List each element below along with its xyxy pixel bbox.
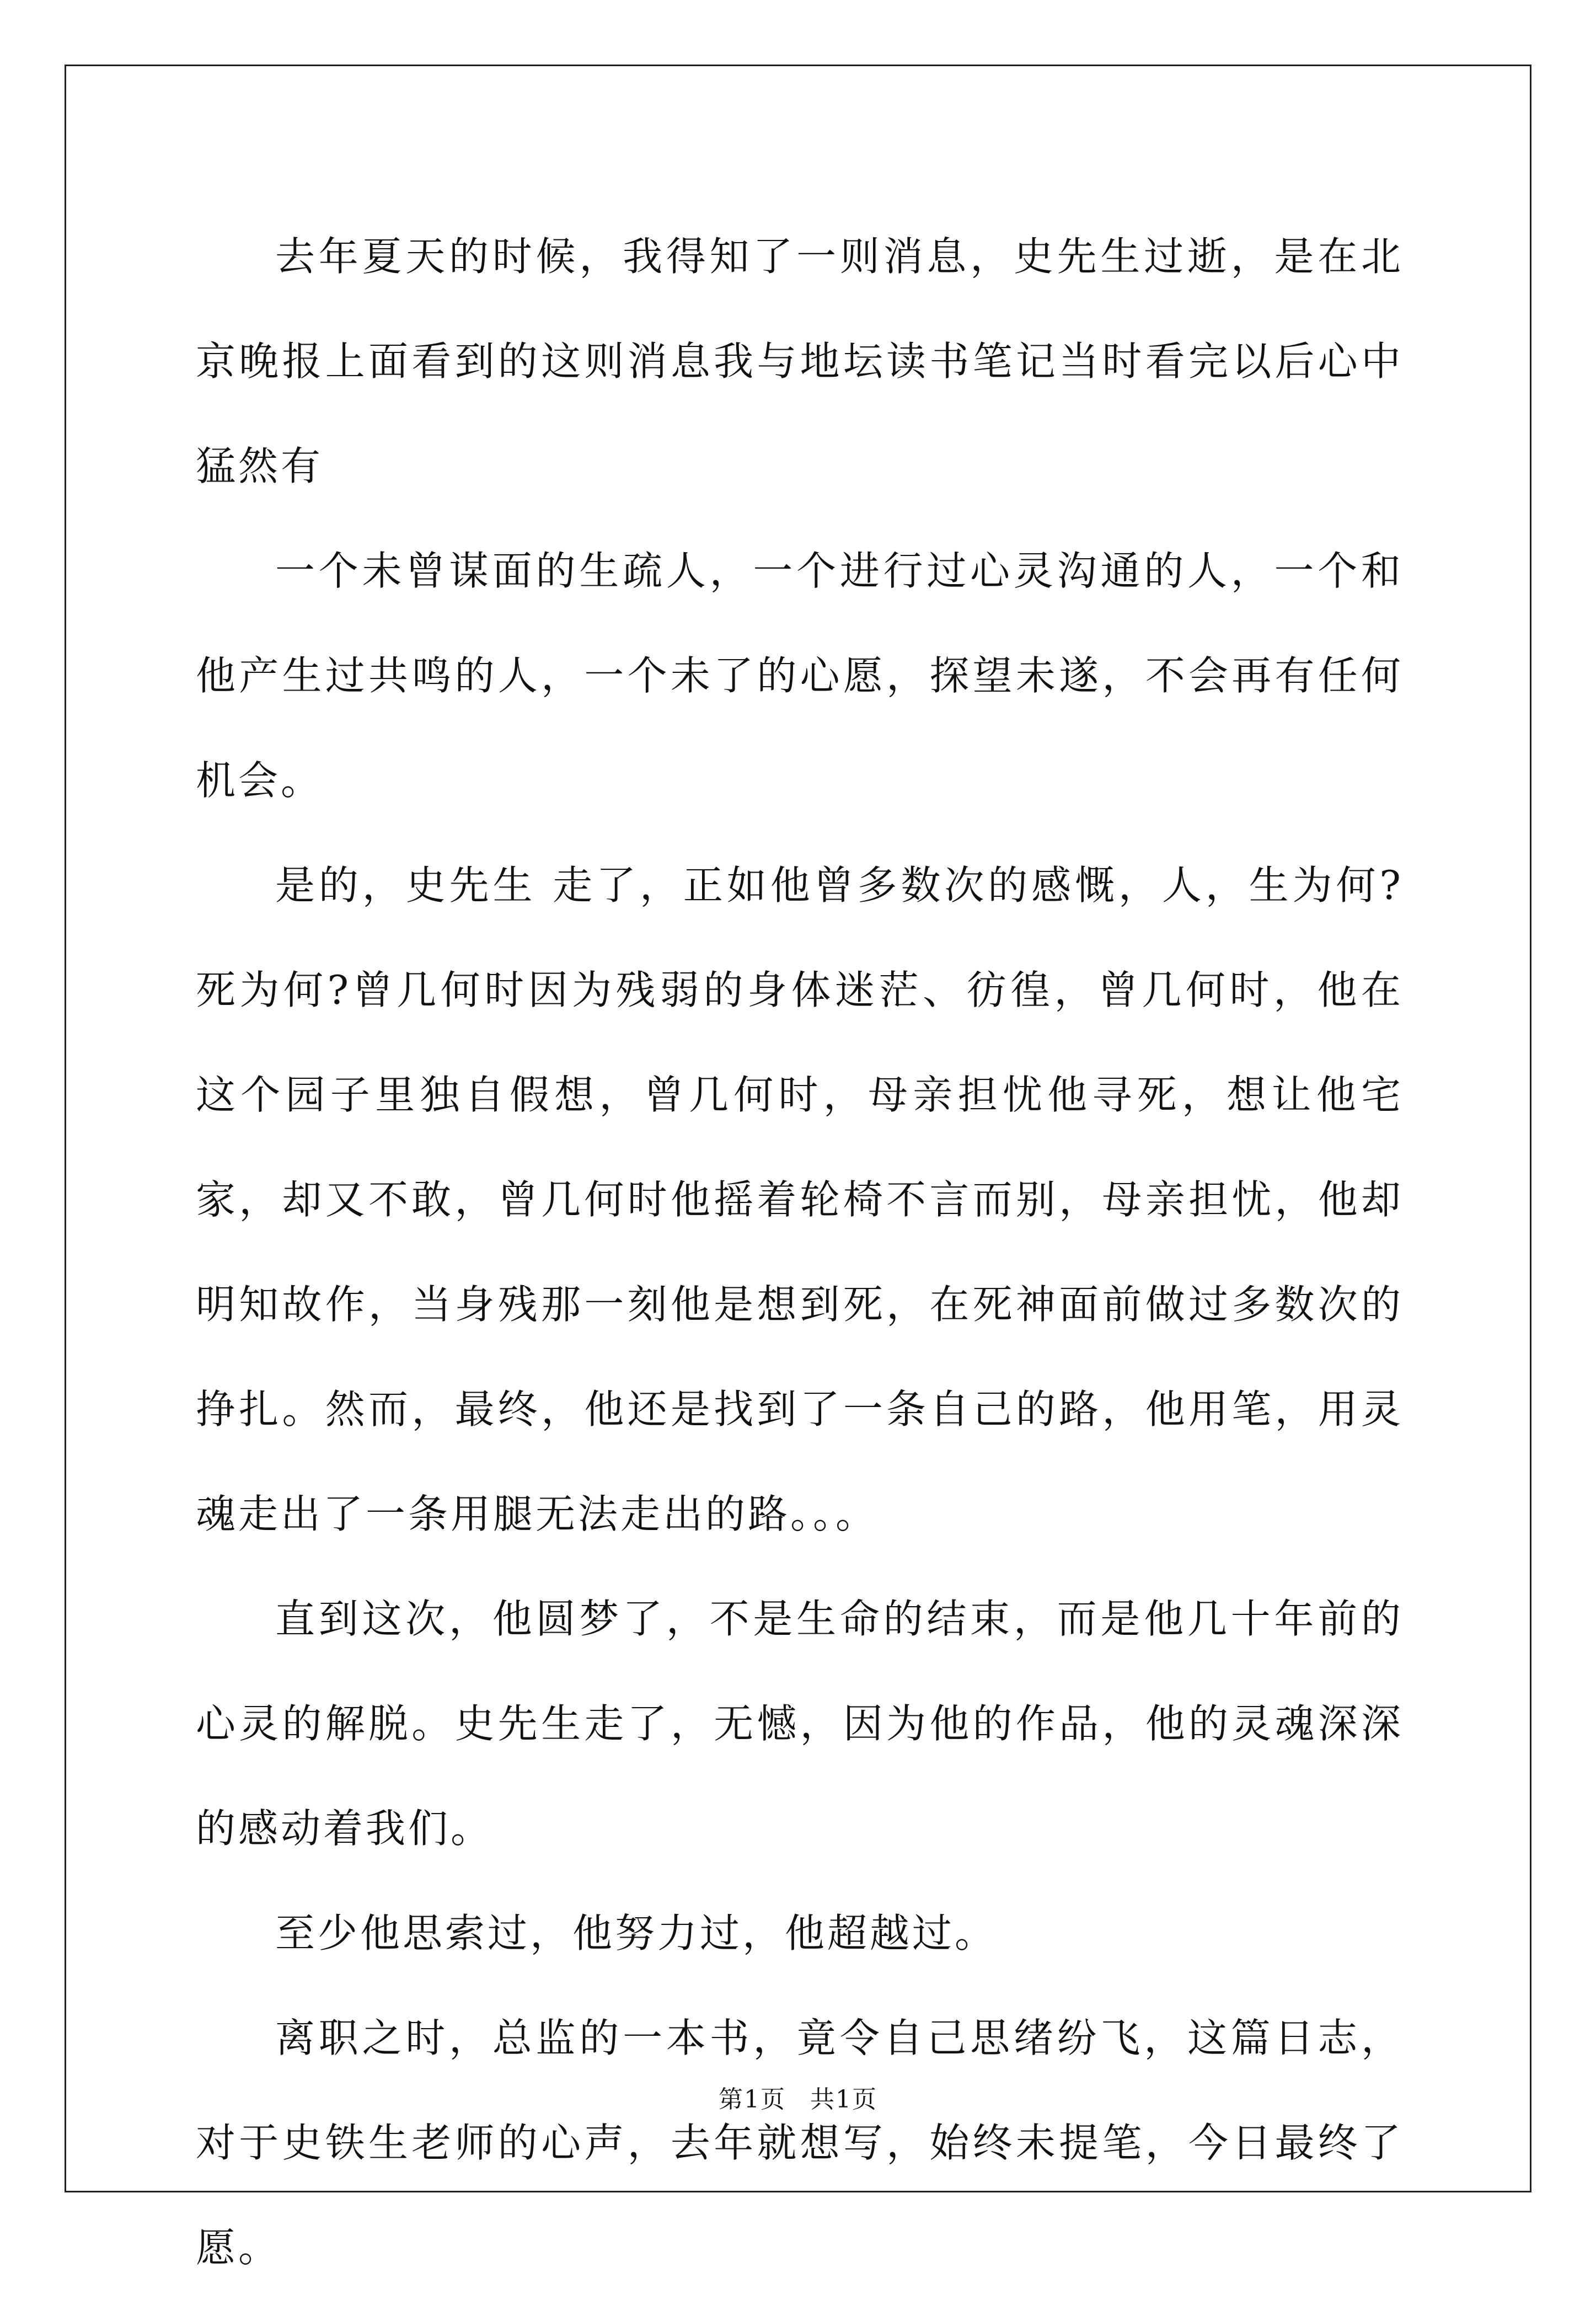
document-body [196, 204, 1404, 2300]
paragraph-6: 离职之时，总监的一本书，竟令自己思绪纷飞，这篇日志，对于史铁生老师的心声，去年就想写，始终未提笔，今日最终了愿。 [196, 2015, 1404, 2271]
page-footer [0, 2079, 1596, 2115]
paragraph-3: 是的，史先生 走了，正如他曾多数次的感慨，人，生为何?死为何?曾几何时因为残弱的身体迷茫、彷徨，曾几何时，他在这个园子里独自假想，曾几何时，母亲担忧他寻死，想让他宅家，却又不敢，曾几何时他摇着轮椅不言而别，母亲担忧，他却明知故作，当身残那一刻他是想到死，在死神面前做过多数次的挣扎。然而，最终，他还是找到了一条自己的路，他用笔，用灵魂走出了一条用腿无法走出的路。。。 [196, 862, 1404, 1537]
page-number-total: 共1页 [810, 2085, 877, 2114]
paragraph-2: 一个未曾谋面的生疏人，一个进行过心灵沟通的人，一个和他产生过共鸣的人，一个未了的心愿，探望未遂，不会再有任何机会。 [196, 548, 1404, 804]
paragraph-4: 直到这次，他圆梦了，不是生命的结束，而是他几十年前的心灵的解脱。史先生走了，无憾，因为他的作品，他的灵魂深深的感动着我们。 [196, 1596, 1404, 1852]
paragraph-5: 至少他思索过，他努力过，他超越过。 [275, 1910, 998, 1956]
paragraph-1: 去年夏天的时候，我得知了一则消息，史先生过逝，是在北京晚报上面看到的这则消息我与地坛读书笔记当时看完以后心中猛然有 [196, 233, 1404, 489]
page-number-current: 第1页 [719, 2085, 786, 2114]
